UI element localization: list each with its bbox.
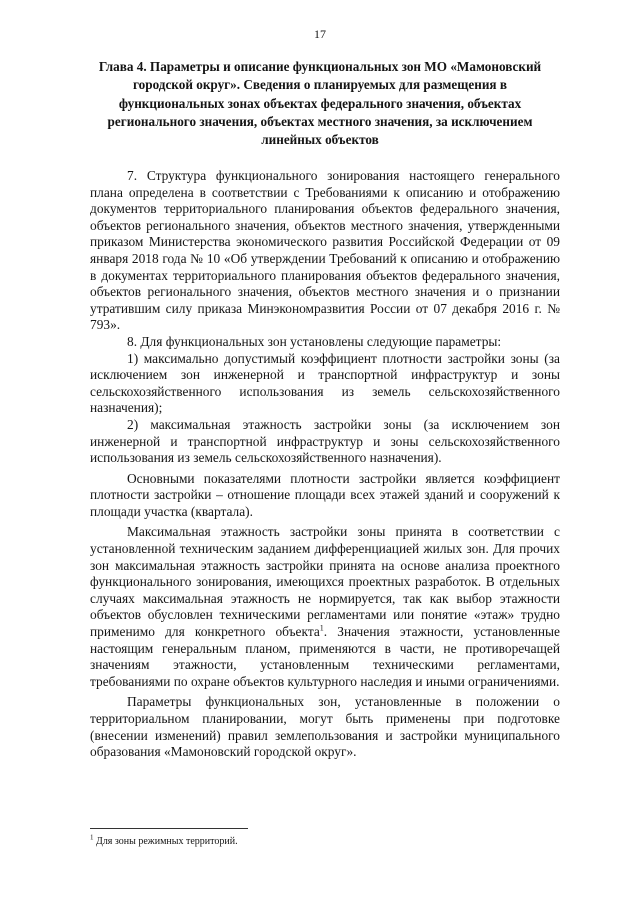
list-item-1: 1) максимально допустимый коэффициент плотности застройки зоны (за исключением зон инженерной и транспортной инфраструктур и зоны сельскохозяйственного использования из земель сельскохозяйственного назначения); [90,350,560,416]
paragraph-parameters: Параметры функциональных зон, установленные в положении о территориальном планировании, могут быть применены при подготовке (внесении изменений) правил землепользования и застройки муниципального образования «Мамоновский городской округ». [90,694,560,760]
footnote-marker: 1 [90,833,94,842]
chapter-heading: Глава 4. Параметры и описание функциональных зон МО «Мамоновский городской округ». Сведения о планируемых для размещения в функциональных зонах объектах федерального значения, объектах регионального значения, объектах местного значения, за исключением линейных объектов [98,59,542,148]
floors-text: Максимальная этажность застройки зоны принята в соответствии с установленной техническим заданием дифференциацией жилых зон. Для прочих зон максимальная этажность застройки принята на основе анализа проектного функционального зонирования, имеющихся проектных разработок. В отдельных случаях максимальная этажность не нормируется, так как выбор этажности объектов обусловлен техническими регламентами или понятие «этаж» трудно применимо для конкретного объекта [90,524,560,640]
footnote-text: Для зоны режимных территорий. [93,836,238,847]
paragraph-floors [90,524,560,690]
paragraph-density: Основными показателями плотности застройки является коэффициент плотности застройки – отношение площади всех этажей зданий и сооружений к площади участка (квартала). [90,470,560,519]
footnote [90,833,560,848]
floors-text-tail: . Значения этажности, установленные настоящим генеральным планом, применяются в части, не противоречащей значениям этажности, установленным техническими регламентами, требованиями по охране объектов культурного наследия и иными ограничениями. [90,624,560,689]
paragraph-8: 8. Для функциональных зон установлены следующие параметры: [127,333,502,349]
page-number: 17 [314,27,326,41]
footnote-divider [90,828,248,829]
body-text [90,168,560,761]
paragraph-7: 7. Структура функционального зонирования настоящего генерального плана определена в соответствии с Требованиями к описанию и отображению документов территориального планирования объектов федерального значения, объектов регионального значения, объектов местного значения, утвержденными приказом Министерства экономического развития Российской Федерации от 09 января 2018 года № 10 «Об утверждении Требований к описанию и отображению в документах территориального планирования объектов федерального значения, объектов регионального значения, объектов местного значения и о признании утратившим силу приказа Минэкономразвития России от 07 декабря 2016 г. № 793». [90,168,560,333]
list-item-2: 2) максимальная этажность застройки зоны (за исключением зон инженерной и транспортной инфраструктур и зоны сельскохозяйственного использования из земель сельскохозяйственного назначения). [90,416,560,466]
footnote-reference: 1 [319,623,324,633]
